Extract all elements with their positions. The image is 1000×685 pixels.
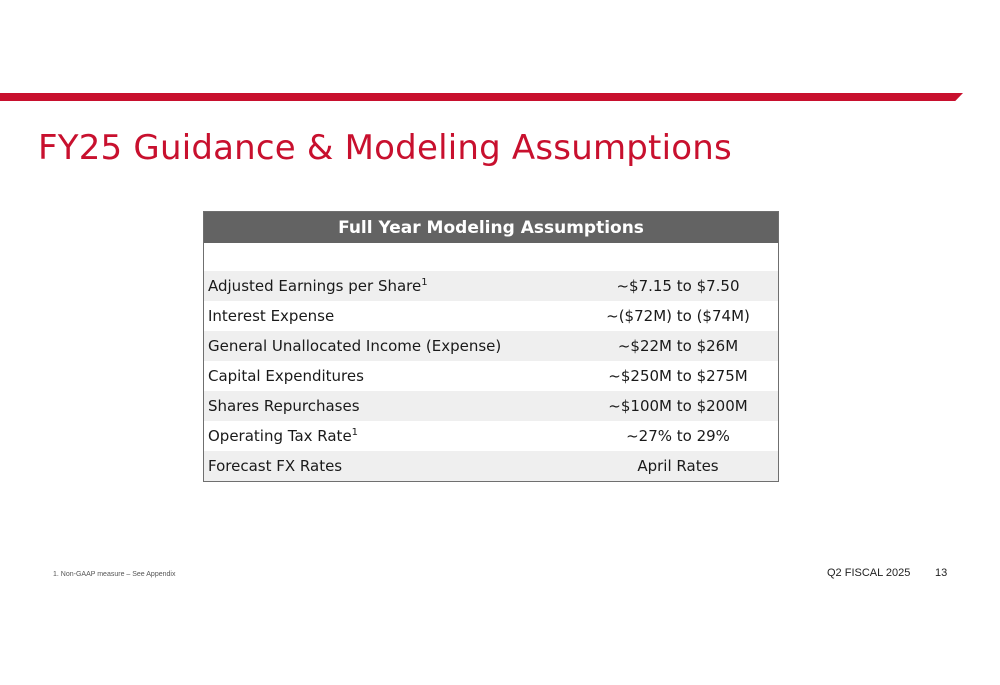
row-value: ~27% to 29% (626, 427, 730, 445)
page-number: 13 (935, 567, 948, 579)
footnote-marker: 1 (351, 427, 359, 438)
row-value: ~$22M to $26M (617, 337, 739, 355)
table-row (204, 451, 778, 481)
table-row (204, 301, 778, 331)
row-value: ~$100M to $200M (608, 397, 748, 415)
row-value: ~$250M to $275M (608, 367, 748, 385)
table-row (204, 331, 778, 361)
assumptions-table (203, 211, 779, 482)
footnote-marker: 1 (421, 277, 428, 288)
row-label: Operating Tax Rate$^1$ (208, 427, 359, 445)
table-header: Full Year Modeling Assumptions (204, 212, 778, 243)
row-label: Forecast FX Rates (208, 457, 343, 475)
row-label: General Unallocated Income (Expense) (208, 337, 502, 355)
table-row (204, 421, 778, 451)
row-label: Capital Expenditures (208, 367, 364, 385)
table-row (204, 271, 778, 301)
table-row (204, 361, 778, 391)
footer-period-label: Q2 FISCAL 2025 (827, 567, 911, 579)
top-accent-band (0, 93, 963, 101)
row-value: April Rates (637, 457, 719, 475)
row-label: Adjusted Earnings per Share$^1$ (208, 277, 428, 295)
table-row (204, 391, 778, 421)
table-spacer-row (204, 243, 778, 271)
slide-title: FY25 Guidance & Modeling Assumptions (38, 128, 732, 168)
row-value: ~($72M) to ($74M) (606, 307, 750, 325)
footnote: 1. Non-GAAP measure – See Appendix (53, 571, 176, 578)
row-label: Shares Repurchases (208, 397, 360, 415)
row-label: Interest Expense (208, 307, 335, 325)
row-value: ~$7.15 to $7.50 (616, 277, 740, 295)
